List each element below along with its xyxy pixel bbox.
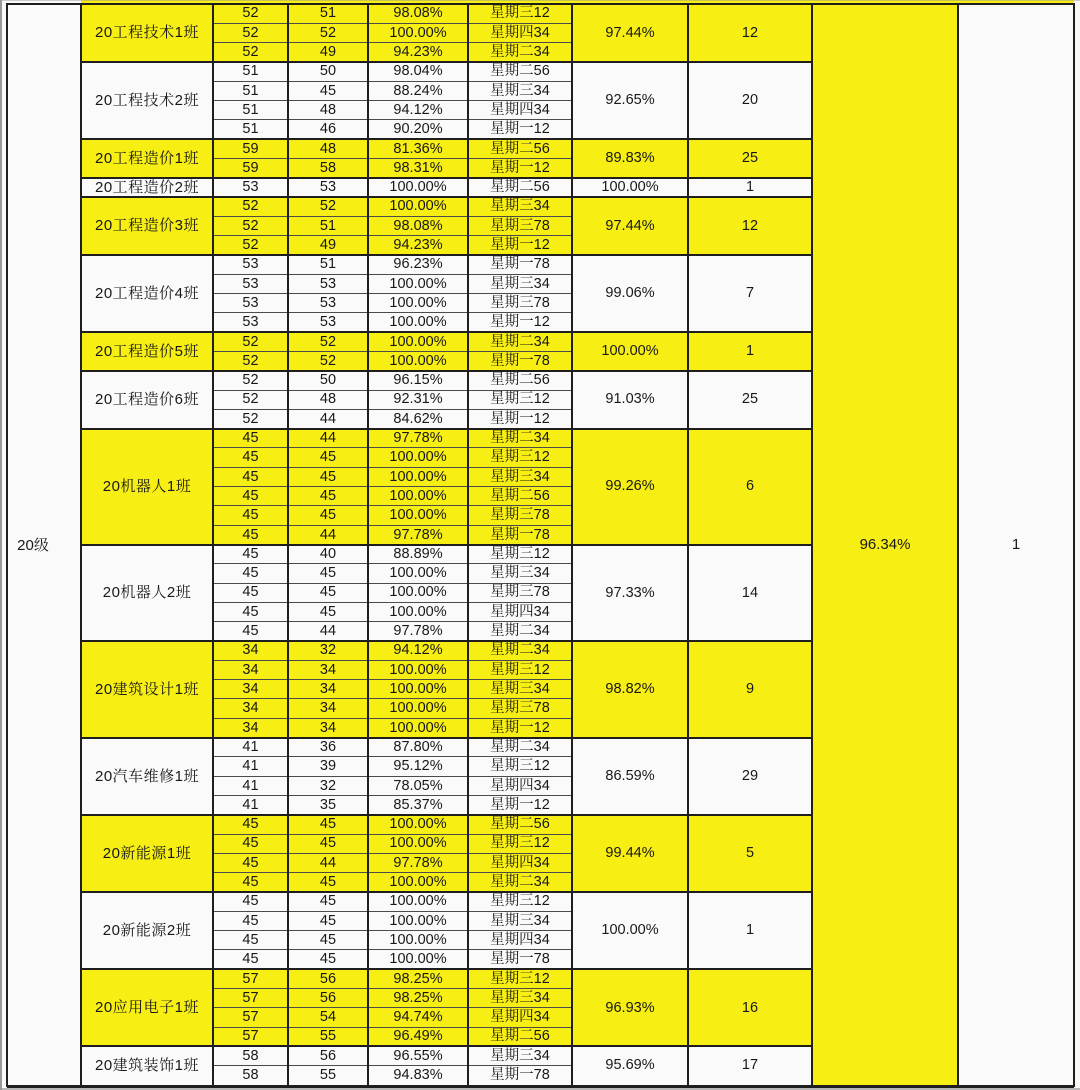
session-cell: 星期三34 [490, 912, 550, 929]
session-cell: 星期一12 [490, 237, 550, 254]
rate-cell: 100.00% [389, 681, 447, 698]
enrolled-cell: 45 [242, 623, 259, 640]
session-cell: 星期二56 [490, 816, 550, 833]
rate-cell: 97.78% [393, 854, 443, 871]
class-name-cell: 20建筑设计1班 [94, 680, 200, 698]
column-border [6, 3, 8, 1087]
rate-cell: 84.62% [393, 410, 443, 427]
session-cell: 星期三12 [490, 661, 550, 678]
attended-cell: 53 [319, 314, 337, 331]
session-cell: 星期一78 [490, 256, 550, 273]
session-cell: 星期三12 [490, 5, 550, 22]
class-rate-cell: 92.65% [605, 92, 655, 109]
rate-cell: 78.05% [393, 777, 443, 794]
session-cell: 星期三34 [490, 468, 550, 485]
session-cell: 星期二34 [490, 430, 550, 447]
enrolled-cell: 45 [242, 816, 259, 833]
class-rank-cell: 20 [741, 92, 759, 109]
rate-cell: 94.74% [393, 1009, 443, 1026]
attended-cell: 46 [319, 121, 337, 138]
rate-cell: 98.25% [393, 989, 443, 1006]
attended-cell: 49 [319, 43, 337, 60]
class-rate-cell: 97.44% [605, 217, 655, 234]
enrolled-cell: 59 [242, 140, 259, 157]
class-name-cell: 20机器人2班 [102, 584, 192, 602]
attended-cell: 48 [319, 101, 337, 118]
rate-cell: 94.23% [393, 43, 443, 60]
session-cell: 星期三34 [490, 275, 550, 292]
class-rank-cell: 9 [745, 681, 755, 698]
attended-cell: 53 [319, 294, 337, 311]
enrolled-cell: 34 [242, 681, 259, 698]
session-cell: 星期二56 [490, 1028, 550, 1045]
enrolled-cell: 41 [242, 796, 259, 813]
enrolled-cell: 34 [242, 642, 259, 659]
rate-cell: 100.00% [389, 951, 447, 968]
rate-cell: 81.36% [393, 140, 443, 157]
attended-cell: 51 [319, 217, 337, 234]
overall-rank-value: 1 [1011, 536, 1021, 553]
rate-cell: 100.00% [389, 816, 447, 833]
attended-cell: 48 [319, 391, 337, 408]
class-rate-cell: 98.82% [605, 681, 655, 698]
attended-cell: 35 [319, 796, 337, 813]
rate-cell: 98.25% [393, 970, 443, 987]
session-cell: 星期三12 [490, 893, 550, 910]
enrolled-cell: 53 [242, 314, 259, 331]
class-rate-cell: 86.59% [605, 767, 655, 784]
attended-cell: 34 [319, 700, 337, 717]
session-cell: 星期二56 [490, 487, 550, 504]
overall-rate-value: 96.34% [859, 536, 911, 553]
class-name-cell: 20工程技术2班 [94, 92, 200, 109]
session-cell: 星期三12 [490, 970, 550, 987]
attended-cell: 44 [319, 854, 337, 871]
rate-cell: 94.12% [393, 101, 443, 118]
rate-cell: 98.31% [393, 159, 443, 176]
enrolled-cell: 45 [242, 931, 259, 948]
attended-cell: 34 [319, 681, 337, 698]
attended-cell: 48 [319, 140, 337, 157]
rate-cell: 100.00% [389, 333, 447, 350]
session-cell: 星期三78 [490, 584, 550, 601]
enrolled-cell: 52 [242, 352, 259, 369]
rate-cell: 98.08% [393, 217, 443, 234]
rate-cell: 100.00% [389, 931, 447, 948]
class-rank-cell: 6 [745, 478, 755, 495]
rate-cell: 100.00% [389, 893, 447, 910]
session-cell: 星期二56 [490, 372, 550, 389]
rate-cell: 85.37% [393, 796, 443, 813]
enrolled-cell: 45 [242, 951, 259, 968]
class-name-cell: 20新能源1班 [102, 844, 192, 862]
rate-cell: 94.23% [393, 237, 443, 254]
class-rate-cell: 100.00% [601, 179, 659, 196]
attended-cell: 45 [319, 507, 337, 524]
attended-cell: 54 [319, 1009, 337, 1026]
enrolled-cell: 52 [242, 410, 259, 427]
rate-cell: 100.00% [389, 314, 447, 331]
class-name-cell: 20工程造价6班 [94, 391, 200, 409]
rate-cell: 88.24% [393, 82, 443, 99]
enrolled-cell: 45 [242, 430, 259, 447]
attended-cell: 56 [319, 970, 337, 987]
overall-rank-cell [958, 4, 1074, 1085]
session-cell: 星期一12 [490, 121, 550, 138]
class-rate-cell: 99.44% [605, 845, 655, 862]
enrolled-cell: 58 [242, 1067, 259, 1084]
session-cell: 星期一78 [490, 526, 550, 543]
enrolled-cell: 53 [242, 275, 259, 292]
attended-cell: 45 [319, 951, 337, 968]
class-rank-cell: 1 [745, 343, 755, 360]
session-cell: 星期三78 [490, 507, 550, 524]
class-rank-cell: 14 [741, 584, 759, 601]
class-name-cell: 20工程技术1班 [94, 24, 200, 42]
class-name-cell: 20应用电子1班 [94, 999, 200, 1017]
session-cell: 星期一12 [490, 410, 550, 427]
rate-cell: 100.00% [389, 179, 447, 196]
session-cell: 星期四34 [490, 603, 550, 620]
photo-edge-top [0, 0, 1080, 1]
attended-cell: 44 [319, 623, 337, 640]
enrolled-cell: 45 [242, 487, 259, 504]
attended-cell: 55 [319, 1028, 337, 1045]
session-cell: 星期三34 [490, 989, 550, 1006]
enrolled-cell: 53 [242, 179, 259, 196]
attended-cell: 52 [319, 333, 337, 350]
rate-cell: 100.00% [389, 603, 447, 620]
class-name-cell: 20工程造价5班 [94, 342, 200, 360]
enrolled-cell: 52 [242, 237, 259, 254]
enrolled-cell: 51 [242, 82, 259, 99]
enrolled-cell: 45 [242, 526, 259, 543]
rate-cell: 100.00% [389, 700, 447, 717]
session-cell: 星期一12 [490, 796, 550, 813]
session-cell: 星期四34 [490, 24, 550, 41]
enrolled-cell: 45 [242, 584, 259, 601]
rate-cell: 100.00% [389, 661, 447, 678]
session-cell: 星期三78 [490, 217, 550, 234]
class-rank-cell: 17 [741, 1057, 759, 1074]
attended-cell: 45 [319, 487, 337, 504]
attended-cell: 32 [319, 777, 337, 794]
attended-cell: 50 [319, 372, 337, 389]
session-cell: 星期三78 [490, 700, 550, 717]
class-rank-cell: 1 [745, 922, 755, 939]
session-cell: 星期二34 [490, 642, 550, 659]
enrolled-cell: 52 [242, 198, 259, 215]
grade-label: 20级 [17, 537, 49, 554]
class-rate-cell: 100.00% [601, 343, 659, 360]
class-rate-cell: 97.33% [605, 584, 655, 601]
enrolled-cell: 52 [242, 217, 259, 234]
rate-cell: 100.00% [389, 874, 447, 891]
rate-cell: 87.80% [393, 738, 443, 755]
rate-cell: 100.00% [389, 275, 447, 292]
attended-cell: 56 [319, 989, 337, 1006]
class-rate-cell: 95.69% [605, 1057, 655, 1074]
attended-cell: 45 [319, 912, 337, 929]
attended-cell: 45 [319, 584, 337, 601]
attended-cell: 45 [319, 931, 337, 948]
session-cell: 星期四34 [490, 931, 550, 948]
class-rate-cell: 97.44% [605, 24, 655, 41]
enrolled-cell: 41 [242, 758, 259, 775]
rate-cell: 92.31% [393, 391, 443, 408]
session-cell: 星期二34 [490, 738, 550, 755]
attended-cell: 45 [319, 893, 337, 910]
enrolled-cell: 45 [242, 912, 259, 929]
attended-cell: 45 [319, 82, 337, 99]
class-name-cell: 20建筑装饰1班 [94, 1057, 200, 1075]
enrolled-cell: 53 [242, 294, 259, 311]
rate-cell: 96.55% [393, 1047, 443, 1064]
class-rank-cell: 25 [741, 150, 759, 167]
class-name-cell: 20机器人1班 [102, 478, 192, 496]
attended-cell: 55 [319, 1067, 337, 1084]
attended-cell: 34 [319, 719, 337, 736]
attended-cell: 39 [319, 758, 337, 775]
attended-cell: 58 [319, 159, 337, 176]
column-border [957, 3, 959, 1087]
rate-cell: 100.00% [389, 468, 447, 485]
class-rank-cell: 7 [745, 285, 755, 302]
class-name-cell: 20汽车维修1班 [94, 767, 200, 785]
class-rank-cell: 5 [745, 845, 755, 862]
session-cell: 星期三34 [490, 681, 550, 698]
class-rank-cell: 1 [745, 179, 755, 196]
enrolled-cell: 45 [242, 893, 259, 910]
attended-cell: 40 [319, 545, 337, 562]
rate-cell: 100.00% [389, 198, 447, 215]
rate-cell: 100.00% [389, 565, 447, 582]
rate-cell: 98.08% [393, 5, 443, 22]
class-name-cell: 20新能源2班 [102, 922, 192, 940]
session-cell: 星期一12 [490, 159, 550, 176]
class-name-cell: 20工程造价2班 [94, 178, 200, 196]
attended-cell: 45 [319, 835, 337, 852]
session-cell: 星期三12 [490, 545, 550, 562]
enrolled-cell: 58 [242, 1047, 259, 1064]
class-rate-cell: 99.06% [605, 285, 655, 302]
class-rank-cell: 16 [741, 999, 759, 1016]
attended-cell: 52 [319, 198, 337, 215]
attended-cell: 44 [319, 526, 337, 543]
enrolled-cell: 57 [242, 970, 259, 987]
attended-cell: 32 [319, 642, 337, 659]
enrolled-cell: 34 [242, 719, 259, 736]
rate-cell: 100.00% [389, 24, 447, 41]
session-cell: 星期二34 [490, 623, 550, 640]
column-border [1073, 3, 1075, 1087]
enrolled-cell: 57 [242, 989, 259, 1006]
enrolled-cell: 34 [242, 661, 259, 678]
enrolled-cell: 45 [242, 507, 259, 524]
class-rank-cell: 12 [741, 24, 759, 41]
attended-cell: 50 [319, 63, 337, 80]
rate-cell: 90.20% [393, 121, 443, 138]
attended-cell: 44 [319, 430, 337, 447]
enrolled-cell: 59 [242, 159, 259, 176]
session-cell: 星期一78 [490, 951, 550, 968]
class-rate-cell: 99.26% [605, 478, 655, 495]
rate-cell: 95.12% [393, 758, 443, 775]
rate-cell: 100.00% [389, 507, 447, 524]
enrolled-cell: 45 [242, 835, 259, 852]
class-rate-cell: 96.93% [605, 999, 655, 1016]
class-rate-cell: 100.00% [601, 922, 659, 939]
class-rank-cell: 29 [741, 767, 759, 784]
enrolled-cell: 52 [242, 372, 259, 389]
rate-cell: 96.49% [393, 1028, 443, 1045]
attended-cell: 45 [319, 449, 337, 466]
attended-cell: 53 [319, 275, 337, 292]
class-rate-cell: 91.03% [605, 391, 655, 408]
rate-cell: 100.00% [389, 352, 447, 369]
class-rank-cell: 12 [741, 217, 759, 234]
enrolled-cell: 41 [242, 777, 259, 794]
attended-cell: 45 [319, 816, 337, 833]
enrolled-cell: 51 [242, 63, 259, 80]
rate-cell: 100.00% [389, 449, 447, 466]
session-cell: 星期四34 [490, 777, 550, 794]
class-rank-cell: 25 [741, 391, 759, 408]
attended-cell: 45 [319, 603, 337, 620]
attended-cell: 36 [319, 738, 337, 755]
attended-cell: 45 [319, 565, 337, 582]
session-cell: 星期四34 [490, 101, 550, 118]
class-rate-cell: 89.83% [605, 150, 655, 167]
enrolled-cell: 45 [242, 468, 259, 485]
enrolled-cell: 53 [242, 256, 259, 273]
rate-cell: 100.00% [389, 912, 447, 929]
session-cell: 星期一12 [490, 719, 550, 736]
overall-rate-cell [812, 4, 958, 1085]
enrolled-cell: 52 [242, 5, 259, 22]
class-name-cell: 20工程造价1班 [94, 149, 200, 167]
rate-cell: 94.12% [393, 642, 443, 659]
rate-cell: 100.00% [389, 584, 447, 601]
session-cell: 星期一78 [490, 352, 550, 369]
session-cell: 星期四34 [490, 1009, 550, 1026]
enrolled-cell: 57 [242, 1028, 259, 1045]
rate-cell: 100.00% [389, 487, 447, 504]
rate-cell: 100.00% [389, 835, 447, 852]
class-name-cell: 20工程造价3班 [94, 217, 200, 235]
rate-cell: 100.00% [389, 719, 447, 736]
class-name-cell: 20工程造价4班 [94, 285, 200, 303]
attended-cell: 52 [319, 24, 337, 41]
session-cell: 星期三34 [490, 82, 550, 99]
session-cell: 星期三34 [490, 1047, 550, 1064]
session-cell: 星期二56 [490, 63, 550, 80]
session-cell: 星期三12 [490, 758, 550, 775]
rate-cell: 97.78% [393, 526, 443, 543]
attended-cell: 49 [319, 237, 337, 254]
enrolled-cell: 45 [242, 449, 259, 466]
attended-cell: 34 [319, 661, 337, 678]
rate-cell: 97.78% [393, 430, 443, 447]
session-cell: 星期三34 [490, 198, 550, 215]
enrolled-cell: 45 [242, 874, 259, 891]
grade-cell [7, 4, 81, 1085]
enrolled-cell: 45 [242, 545, 259, 562]
session-cell: 星期一12 [490, 314, 550, 331]
attended-cell: 45 [319, 874, 337, 891]
session-cell: 星期三12 [490, 449, 550, 466]
session-cell: 星期三34 [490, 565, 550, 582]
rate-cell: 96.23% [393, 256, 443, 273]
attended-cell: 56 [319, 1047, 337, 1064]
session-cell: 星期二34 [490, 333, 550, 350]
session-cell: 星期三12 [490, 391, 550, 408]
attended-cell: 45 [319, 468, 337, 485]
attended-cell: 44 [319, 410, 337, 427]
enrolled-cell: 45 [242, 603, 259, 620]
enrolled-cell: 51 [242, 121, 259, 138]
session-cell: 星期三12 [490, 835, 550, 852]
attended-cell: 52 [319, 352, 337, 369]
photo-edge-left [0, 0, 2, 1090]
rate-cell: 100.00% [389, 294, 447, 311]
enrolled-cell: 52 [242, 333, 259, 350]
enrolled-cell: 51 [242, 101, 259, 118]
enrolled-cell: 34 [242, 700, 259, 717]
session-cell: 星期二56 [490, 140, 550, 157]
enrolled-cell: 57 [242, 1009, 259, 1026]
session-cell: 星期二56 [490, 179, 550, 196]
session-cell: 星期二34 [490, 43, 550, 60]
session-cell: 星期四34 [490, 854, 550, 871]
enrolled-cell: 52 [242, 43, 259, 60]
attended-cell: 51 [319, 5, 337, 22]
enrolled-cell: 45 [242, 854, 259, 871]
attended-cell: 51 [319, 256, 337, 273]
enrolled-cell: 52 [242, 24, 259, 41]
rate-cell: 94.83% [393, 1067, 443, 1084]
session-cell: 星期二34 [490, 874, 550, 891]
rate-cell: 96.15% [393, 372, 443, 389]
enrolled-cell: 52 [242, 391, 259, 408]
enrolled-cell: 41 [242, 738, 259, 755]
rate-cell: 97.78% [393, 623, 443, 640]
attended-cell: 53 [319, 179, 337, 196]
rate-cell: 88.89% [393, 545, 443, 562]
rate-cell: 98.04% [393, 63, 443, 80]
session-cell: 星期一78 [490, 1067, 550, 1084]
session-cell: 星期三78 [490, 294, 550, 311]
enrolled-cell: 45 [242, 565, 259, 582]
